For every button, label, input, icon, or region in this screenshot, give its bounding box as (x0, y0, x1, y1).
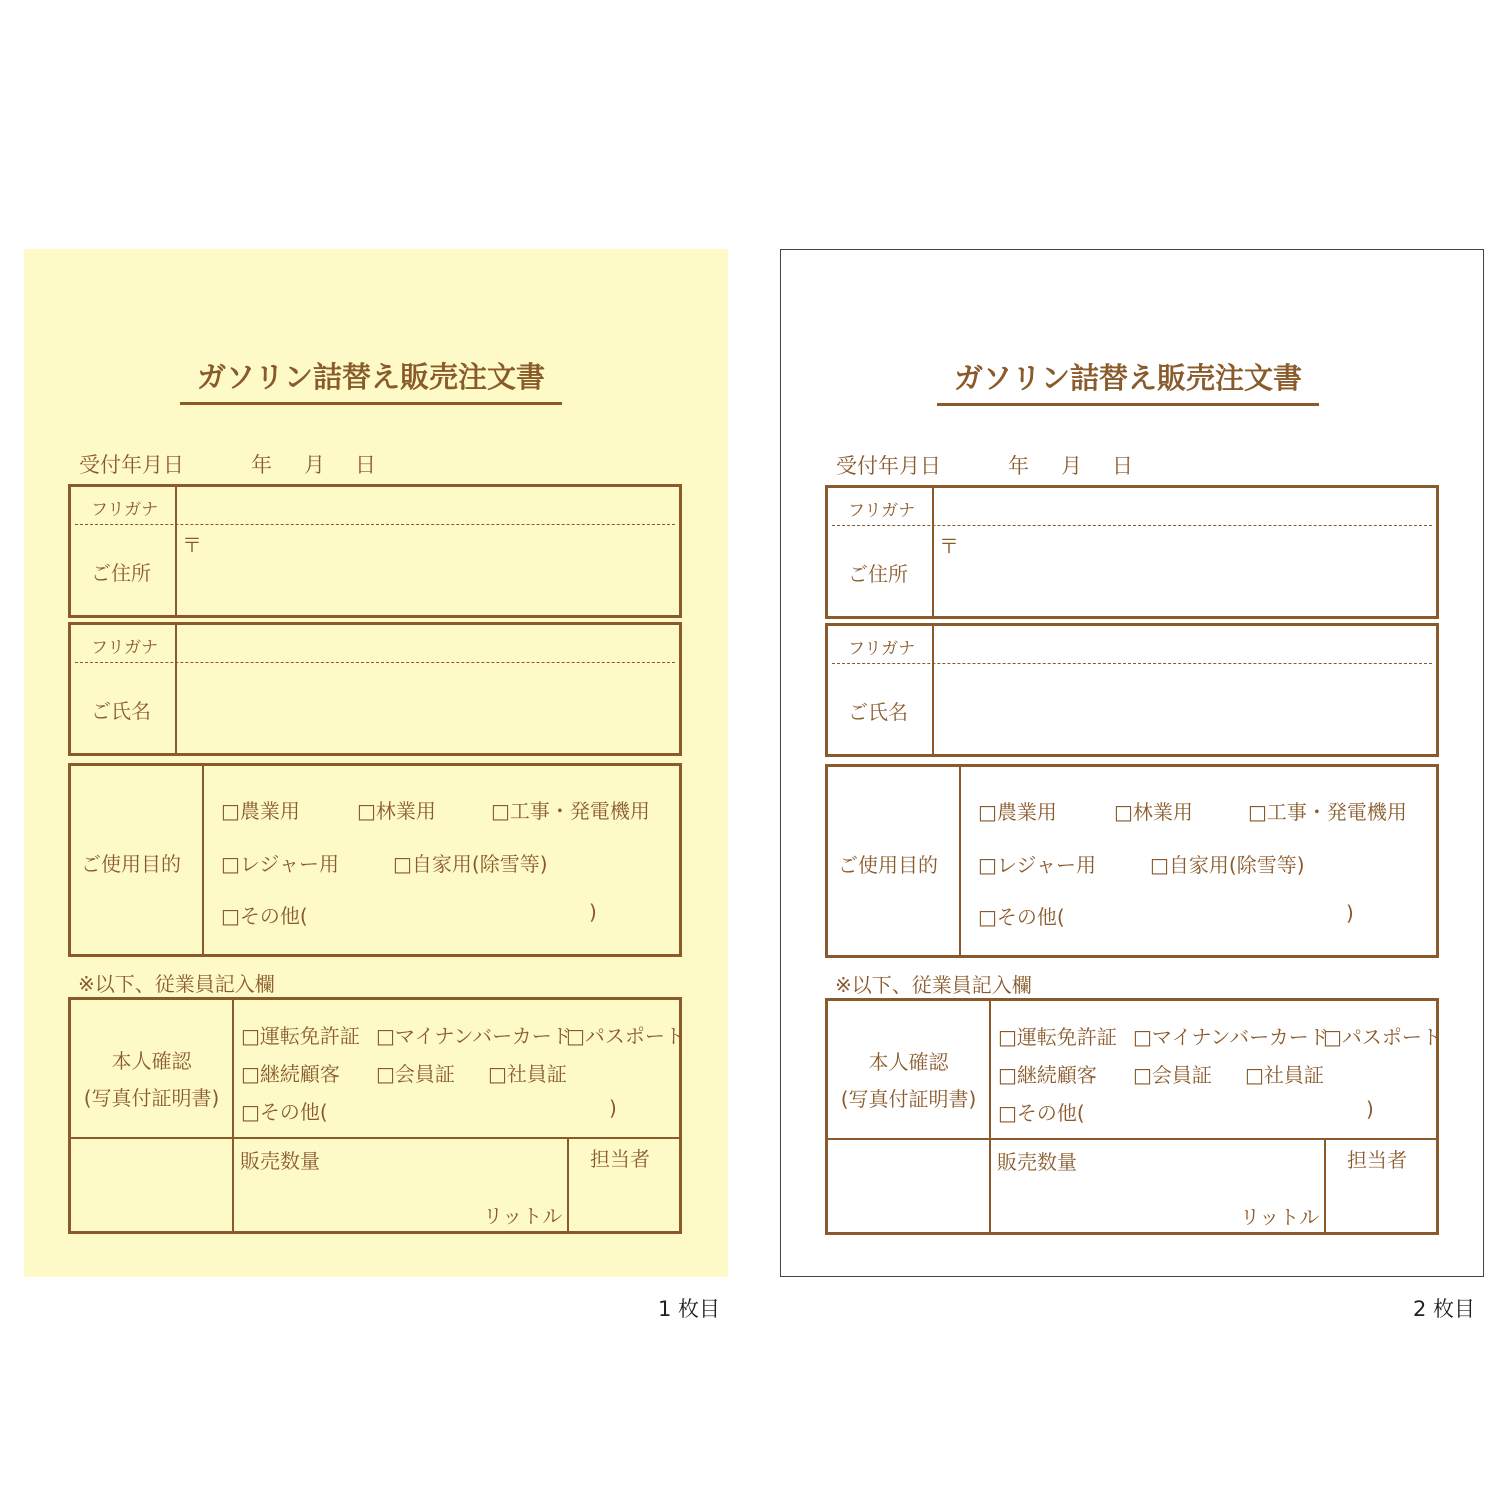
id-option-license: □運転免許証 (998, 1025, 1117, 1049)
name-furigana-label: フリガナ (91, 638, 159, 658)
id-option-other: □その他( (998, 1101, 1085, 1125)
form-title: ガソリン詰替え販売注文書 (937, 356, 1319, 406)
divider (1324, 1138, 1326, 1232)
id-option-employee: □社員証 (488, 1062, 567, 1086)
purpose-option-forestry: □林業用 (357, 799, 436, 823)
purpose-option-leisure: □レジャー用 (221, 852, 339, 876)
id-option-regular: □継続顧客 (241, 1062, 340, 1086)
form-sheet-1 (24, 249, 728, 1277)
id-option-mynumber: □マイナンバーカード (376, 1024, 572, 1048)
id-other-close: ) (609, 1096, 617, 1120)
name-label: ご氏名 (91, 699, 151, 723)
identity-label-1: 本人確認 (111, 1049, 192, 1073)
postal-mark: 〒 (939, 534, 959, 558)
reception-date-label: 受付年月日 (79, 453, 184, 477)
identity-label-1: 本人確認 (868, 1050, 949, 1074)
divider (567, 1137, 569, 1231)
purpose-option-construction: □工事・発電機用 (491, 799, 650, 823)
divider (989, 1001, 991, 1232)
year-label: 年 (251, 453, 272, 477)
liter-unit: リットル (483, 1204, 563, 1228)
id-option-regular: □継続顧客 (998, 1063, 1097, 1087)
form-sheet-2 (780, 249, 1484, 1277)
name-furigana-label: フリガナ (848, 639, 916, 659)
staff-box (825, 998, 1442, 1235)
address-furigana-label: フリガナ (848, 501, 916, 521)
id-option-other: □その他( (241, 1100, 328, 1124)
furigana-divider (75, 524, 675, 525)
purpose-other-close: ) (1346, 901, 1354, 925)
purpose-box (68, 763, 682, 957)
purpose-option-other: □その他( (978, 905, 1065, 929)
id-option-member: □会員証 (1133, 1063, 1212, 1087)
sales-quantity-label: 販売数量 (240, 1149, 320, 1173)
postal-mark: 〒 (182, 533, 202, 557)
divider (175, 487, 177, 615)
id-option-member: □会員証 (376, 1062, 455, 1086)
month-label: 月 (304, 453, 325, 477)
purpose-option-agriculture: □農業用 (978, 800, 1057, 824)
divider (232, 1000, 234, 1231)
divider (175, 625, 177, 753)
address-label: ご住所 (91, 561, 151, 585)
purpose-option-leisure: □レジャー用 (978, 853, 1096, 877)
purpose-option-construction: □工事・発電機用 (1248, 800, 1407, 824)
divider (202, 766, 204, 954)
sheet-2-caption: 2 枚目 (1413, 1297, 1476, 1321)
divider (828, 1138, 1436, 1140)
name-box (68, 622, 682, 756)
address-box (825, 485, 1439, 619)
purpose-option-forestry: □林業用 (1114, 800, 1193, 824)
id-option-employee: □社員証 (1245, 1063, 1324, 1087)
year-label: 年 (1008, 454, 1029, 478)
furigana-divider (832, 525, 1432, 526)
day-label: 日 (355, 453, 376, 477)
furigana-divider (832, 663, 1432, 664)
divider (932, 626, 934, 754)
liter-unit: リットル (1240, 1205, 1320, 1229)
divider (71, 1137, 679, 1139)
furigana-divider (75, 662, 675, 663)
reception-date-label: 受付年月日 (836, 454, 941, 478)
purpose-option-home: □自家用(除雪等) (393, 852, 548, 876)
name-box (825, 623, 1439, 757)
id-other-close: ) (1366, 1097, 1374, 1121)
id-option-license: □運転免許証 (241, 1024, 360, 1048)
purpose-option-home: □自家用(除雪等) (1150, 853, 1305, 877)
month-label: 月 (1061, 454, 1082, 478)
sheet-1-caption: 1 枚目 (658, 1297, 721, 1321)
sales-quantity-label: 販売数量 (997, 1150, 1077, 1174)
staff-label: 担当者 (590, 1147, 650, 1171)
purpose-option-agriculture: □農業用 (221, 799, 300, 823)
purpose-other-close: ) (589, 900, 597, 924)
form-title: ガソリン詰替え販売注文書 (180, 355, 562, 405)
id-option-mynumber: □マイナンバーカード (1133, 1025, 1329, 1049)
divider (932, 488, 934, 616)
day-label: 日 (1112, 454, 1133, 478)
address-label: ご住所 (848, 562, 908, 586)
id-option-passport: □パスポート (566, 1024, 685, 1048)
staff-box (68, 997, 685, 1234)
staff-note: ※以下、従業員記入欄 (835, 973, 1032, 997)
purpose-label: ご使用目的 (81, 852, 181, 876)
purpose-option-other: □その他( (221, 904, 308, 928)
id-option-passport: □パスポート (1323, 1025, 1442, 1049)
identity-label-2: (写真付証明書) (83, 1086, 220, 1110)
purpose-box (825, 764, 1439, 958)
identity-label-2: (写真付証明書) (840, 1087, 977, 1111)
divider (959, 767, 961, 955)
staff-note: ※以下、従業員記入欄 (78, 972, 275, 996)
staff-label: 担当者 (1347, 1148, 1407, 1172)
address-furigana-label: フリガナ (91, 500, 159, 520)
address-box (68, 484, 682, 618)
name-label: ご氏名 (848, 700, 908, 724)
purpose-label: ご使用目的 (838, 853, 938, 877)
